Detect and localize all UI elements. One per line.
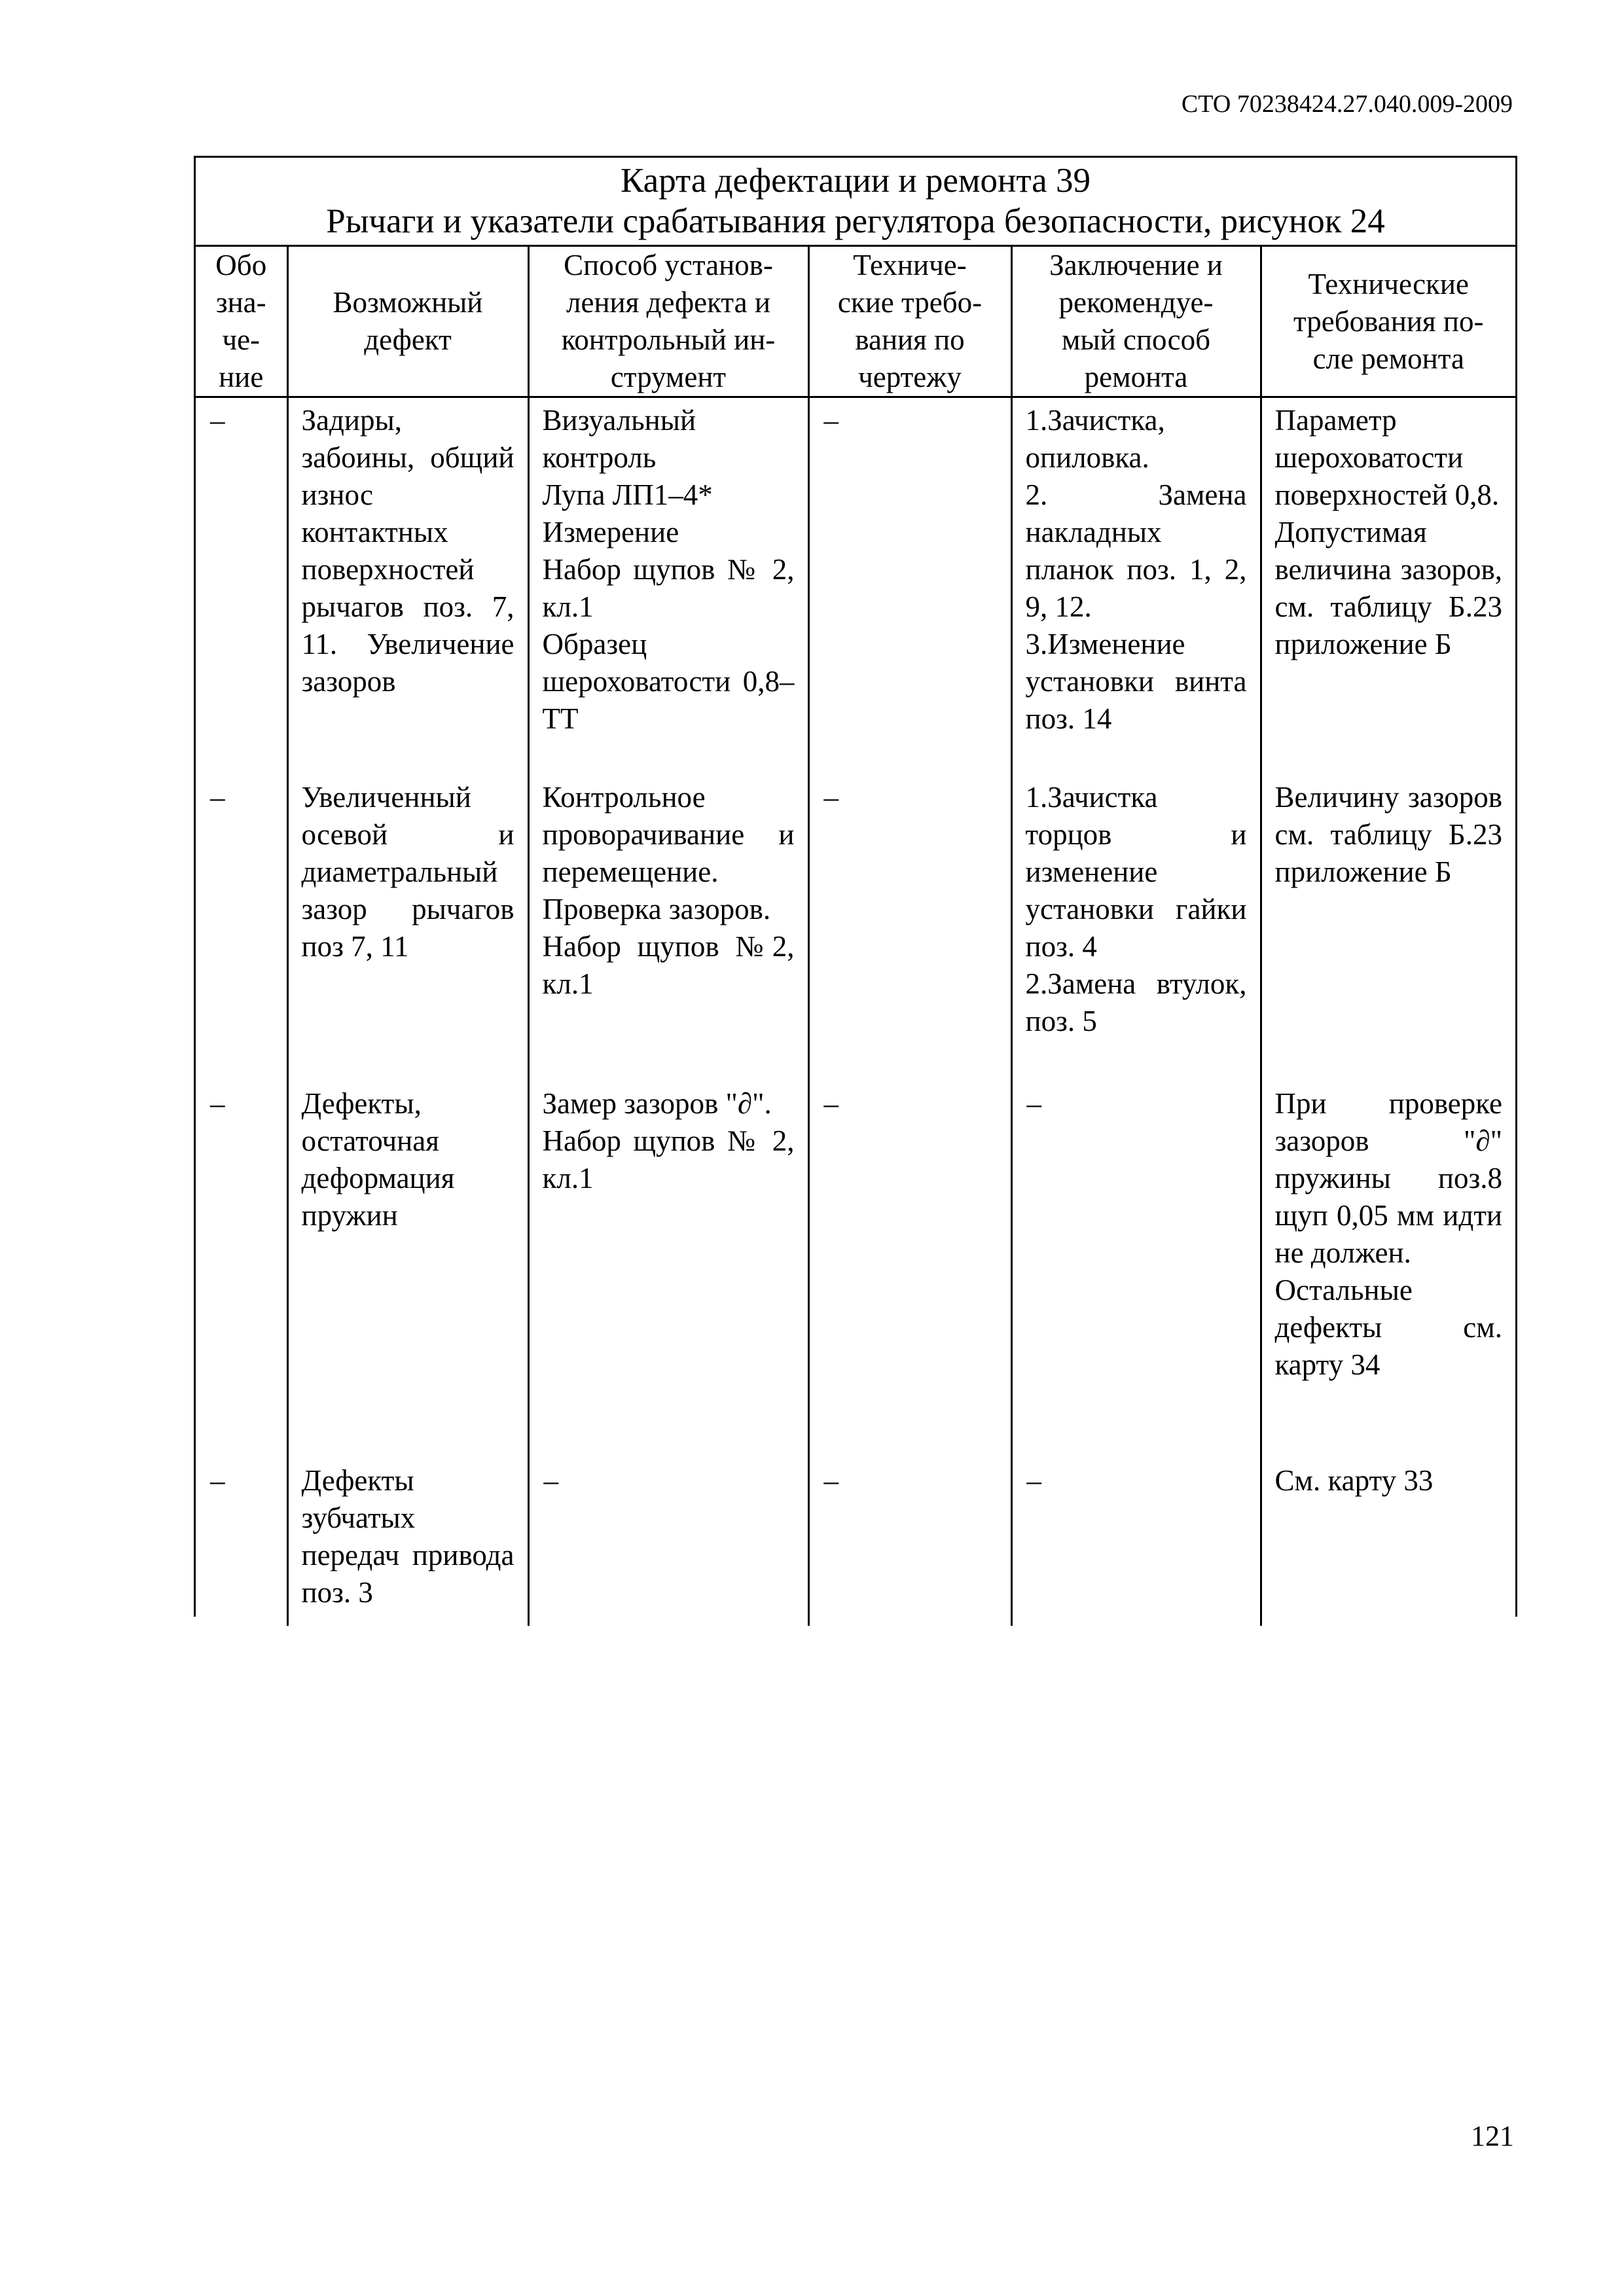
table-cell: Задиры, забоины, общий износ контактных поверхностей рычагов поз. 7, 11. Увеличение зазоров bbox=[287, 397, 528, 776]
table-cell: – bbox=[808, 1458, 1011, 1626]
table-cell: – bbox=[808, 397, 1011, 776]
document-code: СТО 70238424.27.040.009-2009 bbox=[1181, 90, 1513, 118]
table-cell: Параметр шероховатости поверхностей 0,8. Допустимая величина зазоров, см. таблицу Б.23 приложение Б bbox=[1274, 404, 1502, 660]
table-cell: Дефекты, остаточная деформация пружин bbox=[287, 1081, 528, 1458]
table-cell: 1.Зачистка, опиловка. 2. Замена накладных планок поз. 1, 2, 9, 12. 3.Изменение установки винта поз. 14 bbox=[1011, 397, 1261, 776]
table-cell: Увеличенный осевой и диаметральный зазор рычагов поз 7, 11 bbox=[287, 775, 528, 1081]
defect-table bbox=[196, 247, 1515, 1626]
table-cell: – bbox=[196, 775, 287, 1081]
table-cell: Величину зазоров см. таблицу Б.23 приложение Б bbox=[1274, 781, 1502, 888]
table-row bbox=[196, 1458, 1515, 1626]
table-cell: Дефекты зубчатых передач привода поз. 3 bbox=[287, 1458, 528, 1626]
table-cell: – bbox=[196, 1081, 287, 1458]
table-cell: 1.Зачистка торцов и изменение установки гайки поз. 4 2.Замена втулок, поз. 5 bbox=[1011, 775, 1261, 1081]
table-cell: – bbox=[528, 1458, 808, 1626]
table-cell: Визуальный контроль Лупа ЛП1–4* Измерение Набор щупов № 2, кл.1 Образец шероховатости 0,8–ТТ bbox=[528, 397, 808, 776]
column-header-designation: Обо зна- че- ние bbox=[196, 247, 287, 397]
table-cell: – bbox=[1011, 1081, 1261, 1458]
card-title-number: Карта дефектации и ремонта 39 bbox=[621, 162, 1091, 200]
page-number: 121 bbox=[1471, 2120, 1514, 2152]
defect-card bbox=[194, 156, 1517, 1617]
column-header-repair-method: Заключение и рекомендуе- мый способ ремонта bbox=[1011, 247, 1261, 397]
column-header-detection-method: Способ установ- ления дефекта и контрольный ин- струмент bbox=[528, 247, 808, 397]
table-row bbox=[196, 775, 1515, 1081]
table-row bbox=[196, 397, 1515, 776]
card-title bbox=[196, 158, 1515, 247]
table-cell: Замер зазоров "∂". Набор щупов № 2, кл.1 bbox=[528, 1081, 808, 1458]
column-header-drawing-requirements: Техниче- ские требо- вания по чертежу bbox=[808, 247, 1011, 397]
card-title-subject: Рычаги и указатели срабатывания регулятора безопасности, рисунок 24 bbox=[326, 202, 1385, 240]
table-cell: – bbox=[808, 775, 1011, 1081]
table-cell: См. карту 33 bbox=[1274, 1464, 1434, 1497]
table-cell: Контрольное проворачивание и перемещение. Проверка зазоров. Набор щупов №2, кл.1 bbox=[528, 775, 808, 1081]
column-header-possible-defect: Возможный дефект bbox=[287, 247, 528, 397]
column-header-post-repair-requirements: Технические требования по- сле ремонта bbox=[1261, 247, 1515, 397]
table-header-row bbox=[196, 247, 1515, 397]
table-row bbox=[196, 1081, 1515, 1458]
table-cell: При проверке зазоров "∂" пружины поз.8 щуп 0,05 мм идти не должен. Остальные дефекты см. карту 34 bbox=[1274, 1087, 1502, 1381]
table-cell: – bbox=[1011, 1458, 1261, 1626]
table-cell: – bbox=[196, 1458, 287, 1626]
table-cell: – bbox=[808, 1081, 1011, 1458]
table-cell: – bbox=[196, 397, 287, 776]
